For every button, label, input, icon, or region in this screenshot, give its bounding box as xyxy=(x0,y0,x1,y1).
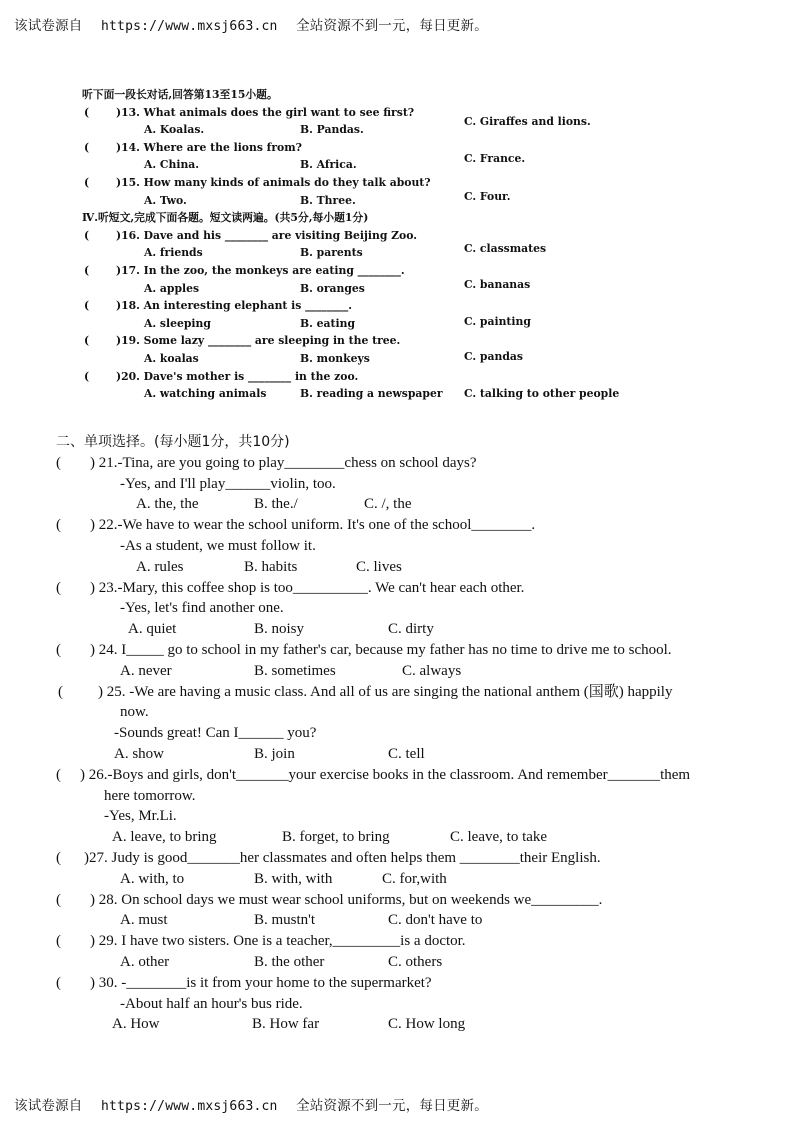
question-25 xyxy=(56,682,756,703)
question-17-options xyxy=(82,277,662,298)
question-stem: )27. Judy is good_______her classmates and often helps them ________their English. xyxy=(84,849,601,866)
answer-blank: ( xyxy=(56,974,61,991)
option-b: B. oranges xyxy=(300,281,365,295)
answer-blank: ( xyxy=(56,454,61,471)
option-a: A. Koalas. xyxy=(144,123,205,137)
option-a: A. apples xyxy=(144,281,200,295)
question-stem-cont: now. xyxy=(120,704,149,721)
question-29 xyxy=(56,931,756,952)
question-20 xyxy=(82,368,662,386)
question-stem: ) 25. -We are having a music class. And all of us are singing the national anthem (国歌) happily xyxy=(98,683,673,700)
question-28-options xyxy=(56,910,756,931)
question-15-options xyxy=(82,189,662,210)
answer-blank: ( xyxy=(56,517,61,534)
option-c: C. for,with xyxy=(382,870,447,887)
question-stem: ) 23.-Mary, this coffee shop is too__________. We can't hear each other. xyxy=(90,579,525,596)
option-b: B. join xyxy=(254,745,295,762)
option-b: B. How far xyxy=(252,1016,320,1033)
option-c: C. Four. xyxy=(464,189,511,203)
option-c: C. classmates xyxy=(464,242,547,256)
option-b: B. the./ xyxy=(254,496,298,513)
question-21 xyxy=(56,453,756,474)
listening-section xyxy=(82,86,662,403)
answer-blank: ( xyxy=(84,263,90,277)
header-url[interactable]: https://www.mxsj663.cn xyxy=(101,19,278,34)
answer-blank: ( xyxy=(84,140,90,154)
option-c: C. /, the xyxy=(364,496,412,513)
question-24 xyxy=(56,640,756,661)
question-13-options xyxy=(82,115,662,139)
answer-blank: ( xyxy=(56,849,61,866)
question-15 xyxy=(82,174,662,192)
option-a: A. China. xyxy=(144,158,200,172)
option-c: C. France. xyxy=(464,152,526,166)
question-response: -About half an hour's bus ride. xyxy=(120,995,303,1012)
page-footer xyxy=(14,1094,488,1114)
option-a: A. How xyxy=(112,1016,160,1033)
option-a: A. quiet xyxy=(128,621,177,638)
question-stem: ) 24. I_____ go to school in my father's car, because my father has no time to drive me to school. xyxy=(90,641,672,658)
answer-blank: ( xyxy=(84,175,90,189)
answer-blank: ( xyxy=(84,334,90,348)
question-22 xyxy=(56,515,756,536)
option-a: A. sleeping xyxy=(144,316,211,330)
option-a: A. watching animals xyxy=(144,387,267,401)
header-source-label: 该试卷源自 xyxy=(14,18,83,34)
question-stem: )13. What animals does the girl want to see first? xyxy=(116,105,415,119)
listening-intro: 听下面一段长对话,回答第13至15小题。 xyxy=(82,88,278,101)
question-16 xyxy=(82,227,662,245)
question-23 xyxy=(56,578,756,599)
option-c: C. talking to other people xyxy=(464,387,620,401)
question-stem: ) 22.-We have to wear the school uniform. It's one of the school________. xyxy=(90,517,536,534)
question-30-options xyxy=(56,1014,756,1035)
answer-blank: ( xyxy=(84,228,90,242)
single-choice-section xyxy=(56,432,756,1035)
option-b: B. the other xyxy=(254,953,325,970)
option-b: B. with, with xyxy=(254,870,333,887)
option-c: C. bananas xyxy=(464,277,531,291)
question-stem: )20. Dave's mother is ________ in the zoo. xyxy=(116,369,359,383)
section-4-title: Ⅳ.听短文,完成下面各题。短文读两遍。(共5分,每小题1分) xyxy=(82,211,369,225)
question-response: -Sounds great! Can I______ you? xyxy=(114,725,317,742)
question-stem: )15. How many kinds of animals do they talk about? xyxy=(116,175,431,189)
question-response: -Yes, let's find another one. xyxy=(120,600,284,617)
option-a: A. never xyxy=(120,662,172,679)
answer-blank: ( xyxy=(84,299,90,313)
question-26 xyxy=(56,765,756,786)
question-22-options xyxy=(56,557,756,578)
option-a: A. leave, to bring xyxy=(112,829,217,846)
option-c: C. others xyxy=(388,953,443,970)
option-b: B. eating xyxy=(300,316,355,330)
question-stem: ) 21.-Tina, are you going to play________chess on school days? xyxy=(90,454,477,471)
option-c: C. Giraffes and lions. xyxy=(464,115,591,129)
option-b: B. Africa. xyxy=(300,158,357,172)
question-25-options xyxy=(56,744,756,765)
question-response: -Yes, and I'll play______violin, too. xyxy=(120,475,336,492)
question-stem: )16. Dave and his ________ are visiting Beijing Zoo. xyxy=(116,228,418,242)
answer-blank: ( xyxy=(58,683,63,700)
answer-blank: ( xyxy=(56,579,61,596)
option-a: A. with, to xyxy=(120,870,185,887)
question-response: -Yes, Mr.Li. xyxy=(104,808,177,825)
footer-slogan: 全站资源不到一元，每日更新。 xyxy=(296,1098,488,1114)
question-stem-cont: here tomorrow. xyxy=(104,787,196,804)
option-c: C. lives xyxy=(356,558,402,575)
question-14 xyxy=(82,139,662,157)
question-stem: ) 28. On school days we must wear school uniforms, but on weekends we_________. xyxy=(90,891,603,908)
option-b: B. forget, to bring xyxy=(282,829,390,846)
answer-blank: ( xyxy=(84,105,90,119)
option-b: B. mustn't xyxy=(254,912,316,929)
option-a: A. other xyxy=(120,953,170,970)
option-a: A. friends xyxy=(144,246,203,260)
option-c: C. pandas xyxy=(464,349,523,363)
option-a: A. koalas xyxy=(144,351,199,365)
question-stem: )19. Some lazy ________ are sleeping in the tree. xyxy=(116,334,401,348)
answer-blank: ( xyxy=(56,891,61,908)
footer-url[interactable]: https://www.mxsj663.cn xyxy=(101,1099,278,1114)
option-c: C. always xyxy=(402,662,462,679)
question-stem: ) 26.-Boys and girls, don't_______your exercise books in the classroom. And remember_______them xyxy=(80,766,691,783)
question-stem: ) 30. -________is it from your home to the supermarket? xyxy=(90,974,432,991)
question-16-options xyxy=(82,244,662,262)
question-14-options xyxy=(82,152,662,174)
answer-blank: ( xyxy=(56,933,61,950)
question-19 xyxy=(82,332,662,350)
option-c: C. painting xyxy=(464,314,531,328)
question-27-options xyxy=(56,869,756,890)
question-18-options xyxy=(82,315,662,333)
question-response: -As a student, we must follow it. xyxy=(120,537,316,554)
question-26-options xyxy=(56,827,756,848)
footer-source-label: 该试卷源自 xyxy=(14,1098,83,1114)
answer-blank: ( xyxy=(84,369,90,383)
option-a: A. the, the xyxy=(136,496,199,513)
option-b: B. monkeys xyxy=(300,351,370,365)
question-21-options xyxy=(56,494,756,515)
option-a: A. Two. xyxy=(144,193,187,207)
question-stem: ) 29. I have two sisters. One is a teacher,_________is a doctor. xyxy=(90,933,466,950)
option-b: B. reading a newspaper xyxy=(300,387,443,401)
question-17 xyxy=(82,262,662,280)
option-c: C. don't have to xyxy=(388,912,483,929)
question-stem: )17. In the zoo, the monkeys are eating ________. xyxy=(116,263,405,277)
question-20-options xyxy=(82,385,662,403)
question-stem: )14. Where are the lions from? xyxy=(116,140,302,154)
question-23-options xyxy=(56,619,756,640)
option-a: A. show xyxy=(114,745,165,762)
option-a: A. rules xyxy=(136,558,184,575)
option-b: B. Pandas. xyxy=(300,123,364,137)
option-c: C. How long xyxy=(388,1016,466,1033)
section-2-title: 二、单项选择。(每小题1分，共10分) xyxy=(56,434,290,450)
option-b: B. noisy xyxy=(254,621,305,638)
question-27 xyxy=(56,848,756,869)
option-b: B. sometimes xyxy=(254,662,336,679)
question-30 xyxy=(56,973,756,994)
option-c: C. dirty xyxy=(388,621,434,638)
question-28 xyxy=(56,890,756,911)
question-stem: )18. An interesting elephant is ________. xyxy=(116,299,353,313)
option-c: C. tell xyxy=(388,745,425,762)
answer-blank: ( xyxy=(56,641,61,658)
question-19-options xyxy=(82,350,662,368)
option-b: B. habits xyxy=(244,558,298,575)
option-b: B. Three. xyxy=(300,193,356,207)
question-24-options xyxy=(56,661,756,682)
option-c: C. leave, to take xyxy=(450,829,548,846)
question-29-options xyxy=(56,952,756,973)
answer-blank: ( xyxy=(56,766,61,783)
header-slogan: 全站资源不到一元，每日更新。 xyxy=(296,18,488,34)
option-b: B. parents xyxy=(300,246,363,260)
option-a: A. must xyxy=(120,912,168,929)
question-18 xyxy=(82,297,662,315)
page-header xyxy=(14,14,488,34)
